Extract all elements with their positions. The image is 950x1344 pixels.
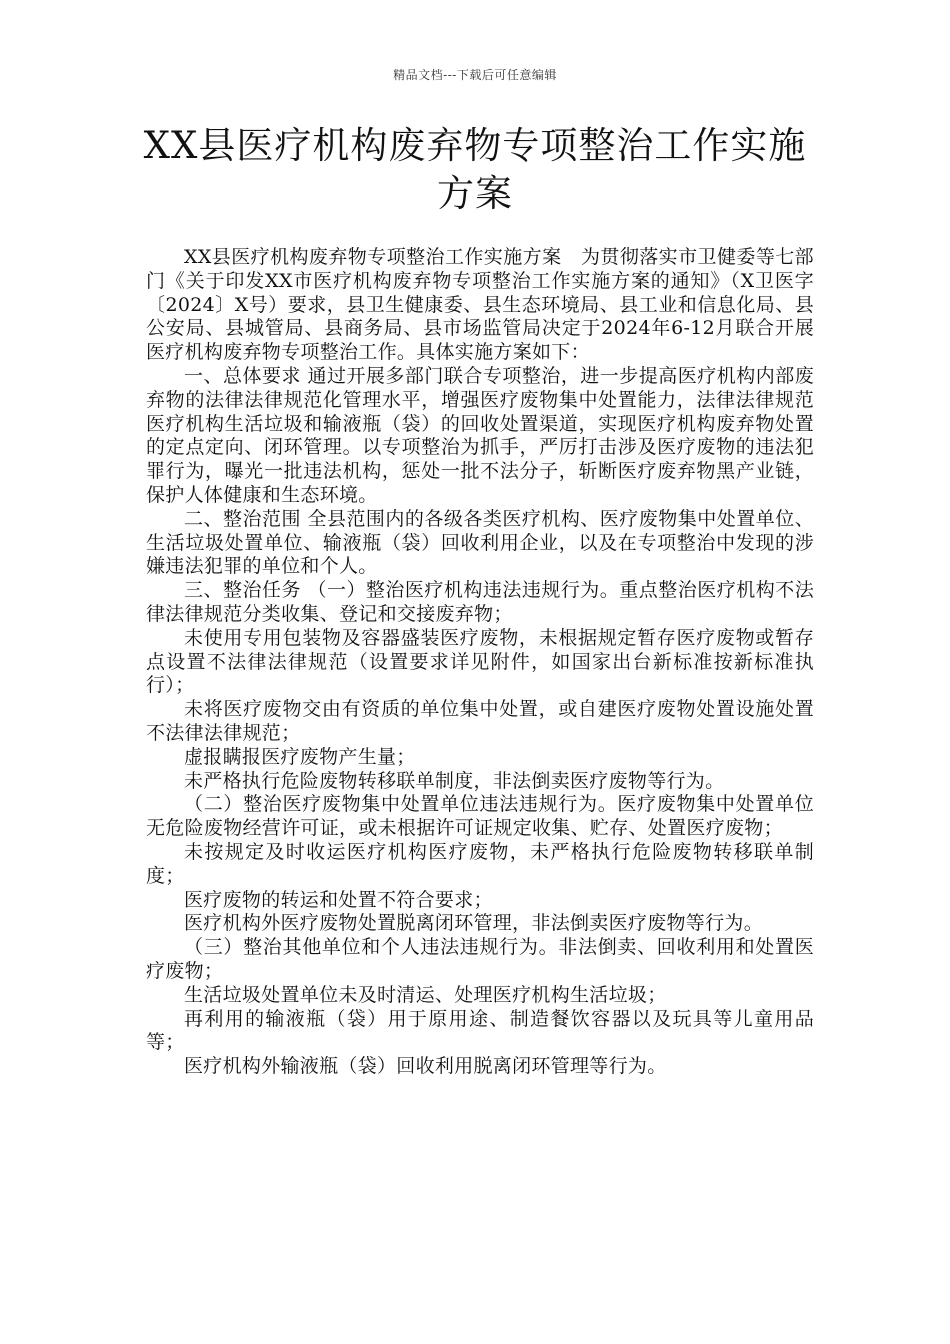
paragraph-item: 医疗机构外输液瓶（袋）回收利用脱离闭环管理等行为。 (184, 1055, 667, 1078)
paragraph-scope: 二、整治范围 全县范围内的各级各类医疗机构、医疗废物集中处置单位、生活垃圾处置单位、输液瓶（袋）回收利用企业，以及在专项整治中发现的涉嫌违法犯罪的单位和个人。 (146, 507, 814, 578)
paragraph-tasks-3: （三）整治其他单位和个人违法违规行为。非法倒卖、回收利用和处置医疗废物； (146, 936, 814, 982)
paragraph-general-requirements: 一、总体要求 通过开展多部门联合专项整治，进一步提高医疗机构内部废弃物的法律法律规范化管理水平，增强医疗废物集中处置能力，法律法律规范医疗机构生活垃圾和输液瓶（袋）的回收处置渠道，实现医疗机构废弃物处置的定点定向、闭环管理。以专项整治为抓手，严厉打击涉及医疗废物的违法犯罪行为，曝光一批违法机构，惩处一批不法分子，斩断医疗废弃物黑产业链，保护人体健康和生态环境。 (146, 364, 814, 506)
paragraph-item: 医疗废物的转运和处置不符合要求； (184, 888, 493, 911)
paragraph-item: 未严格执行危险废物转移联单制度，非法倒卖医疗废物等行为。 (184, 769, 725, 792)
paragraph-item: 未按规定及时收运医疗机构医疗废物，未严格执行危险废物转移联单制度； (146, 840, 814, 887)
paragraph-tasks-2: （二）整治医疗废物集中处置单位违法违规行为。医疗废物集中处置单位无危险废物经营许可证，或未根据许可证规定收集、贮存、处置医疗废物； (146, 793, 814, 840)
paragraph-item: 虚报瞒报医疗废物产生量； (184, 745, 416, 768)
paragraph-item: 未将医疗废物交由有资质的单位集中处置，或自建医疗废物处置设施处置不法律法律规范； (146, 698, 814, 744)
paragraph-item: 再利用的输液瓶（袋）用于原用途、制造餐饮容器以及玩具等儿童用品等； (146, 1007, 814, 1054)
paragraph-item: 医疗机构外医疗废物处置脱离闭环管理，非法倒卖医疗废物等行为。 (184, 912, 764, 935)
paragraph-intro: XX县医疗机构废弃物专项整治工作实施方案 为贯彻落实市卫健委等七部门《关于印发XX市医疗机构废弃物专项整治工作实施方案的通知》（X卫医字〔2024〕X号）要求，县卫生健康委、县生态环境局、县工业和信息化局、县公安局、县城管局、县商务局、县市场监管局决定于2024年6-12月联合开展医疗机构废弃物专项整治工作。具体实施方案如下： (146, 246, 814, 364)
paragraph-item: 生活垃圾处置单位未及时清运、处理医疗机构生活垃圾； (184, 983, 667, 1006)
header-note: 精品文档---下载后可任意编辑 (393, 68, 557, 82)
document-title: XX县医疗机构废弃物专项整治工作实施方案 (143, 124, 807, 215)
paragraph-tasks-1: 三、整治任务 （一）整治医疗机构违法违规行为。重点整治医疗机构不法律法律规范分类收集、登记和交接废弃物； (146, 579, 814, 625)
paragraph-item: 未使用专用包装物及容器盛装医疗废物，未根据规定暂存医疗废物或暂存点设置不法律法律规范（设置要求详见附件，如国家出台新标准按新标准执行）； (146, 626, 814, 697)
document-body (146, 246, 814, 1079)
